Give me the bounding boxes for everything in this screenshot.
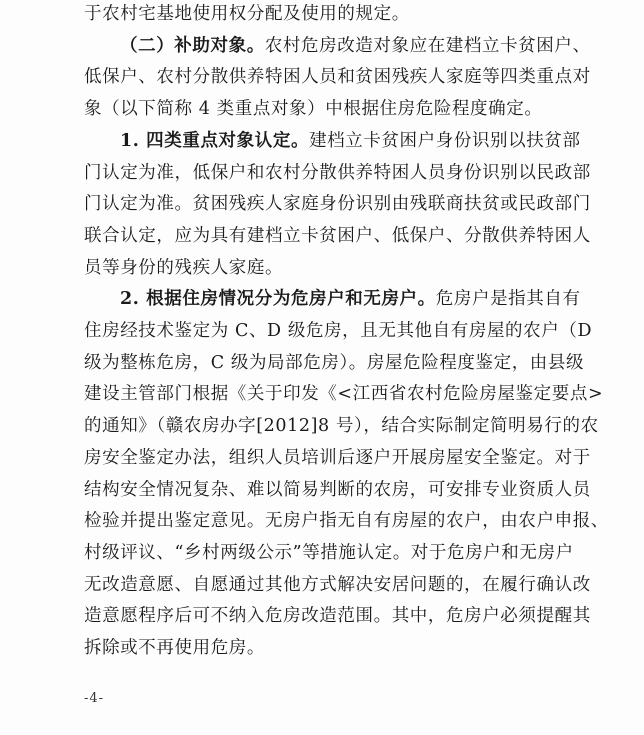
text-line-19	[84, 574, 591, 595]
line-6-text: 门认定为准，低保户和农村分散供养特困人员身份识别以民政部	[84, 162, 591, 183]
text-line-4	[84, 99, 584, 119]
line-10-text: 危房户是指其自有	[435, 289, 581, 310]
line-2-text: 农村危房改造对象应在建档立卡贫困户、	[264, 35, 591, 56]
line-17-text: 检验并提出鉴定意见。无房户指无自有房屋的农户，由农户申报、	[84, 511, 609, 532]
line-4-text: 象（以下简称 4 类重点对象）中根据住房危险程度确定。	[84, 99, 543, 120]
text-line-18	[84, 543, 584, 563]
line-14-text: 的通知》（赣农房办字[2012]8 号），结合实际制定简明易行的农	[84, 416, 599, 437]
text-line-2	[120, 36, 620, 56]
line-20-text: 造意愿程序后可不纳入危房改造范围。其中，危房户必须提醒其	[84, 606, 591, 627]
text-line-1	[84, 4, 584, 24]
text-line-15	[84, 447, 591, 468]
text-line-17	[84, 511, 609, 532]
text-line-14	[84, 416, 599, 437]
line-19-text: 无改造意愿、自愿通过其他方式解决安居问题的，在履行确认改	[84, 574, 591, 595]
subheading-housing-status: 2. 根据住房情况分为危房户和无房户。	[120, 289, 436, 310]
line-13-text: 建设主管部门根据《关于印发《<江西省农村危险房屋鉴定要点>	[84, 384, 604, 405]
line-3-text: 低保户、农村分散供养特困人员和贫困残疾人家庭等四类重点对	[84, 67, 591, 88]
subheading-four-groups: 1. 四类重点对象认定。	[120, 130, 310, 151]
line-15-text: 房安全鉴定办法，组织人员培训后逐户开展房屋安全鉴定。对于	[84, 447, 591, 468]
line-18-text: 村级评议、“乡村两级公示”等措施认定。对于危房户和无房户	[84, 542, 574, 563]
text-line-12	[84, 353, 584, 373]
text-line-13	[84, 384, 604, 405]
section-heading-subsidy-target: （二）补助对象。	[120, 35, 265, 56]
text-line-9	[84, 258, 584, 278]
line-11-text: 住房经技术鉴定为 C、D 级危房，且无其他自有房屋的农户（D	[84, 321, 593, 341]
line-7-text: 门认定为准。贫困残疾人家庭身份识别由残联商扶贫或民政部门	[84, 194, 591, 215]
text-line-21	[84, 638, 584, 658]
text-line-8	[84, 225, 591, 246]
page-number: -4-	[84, 691, 105, 706]
text-line-20	[84, 606, 591, 627]
line-5-text: 建档立卡贫困户身份识别以扶贫部	[309, 130, 581, 151]
text-line-6	[84, 162, 591, 183]
text-line-3	[84, 67, 591, 88]
line-1-text: 于农村宅基地使用权分配及使用的规定。	[84, 4, 410, 24]
text-line-7	[84, 194, 591, 215]
line-16-text: 结构安全情况复杂、难以简易判断的农房，可安排专业资质人员	[84, 479, 591, 500]
text-line-10	[120, 289, 620, 309]
line-12-text: 级为整栋危房，C 级为局部危房）。房屋危险程度鉴定，由县级	[84, 352, 585, 373]
line-8-text: 联合认定，应为具有建档立卡贫困户、低保户、分散供养特困人	[84, 225, 591, 246]
line-21-text: 拆除或不再使用危房。	[84, 638, 265, 658]
line-9-text: 员等身份的残疾人家庭。	[84, 257, 284, 278]
text-line-11	[84, 321, 593, 341]
text-line-5	[120, 131, 620, 151]
text-line-16	[84, 479, 591, 500]
